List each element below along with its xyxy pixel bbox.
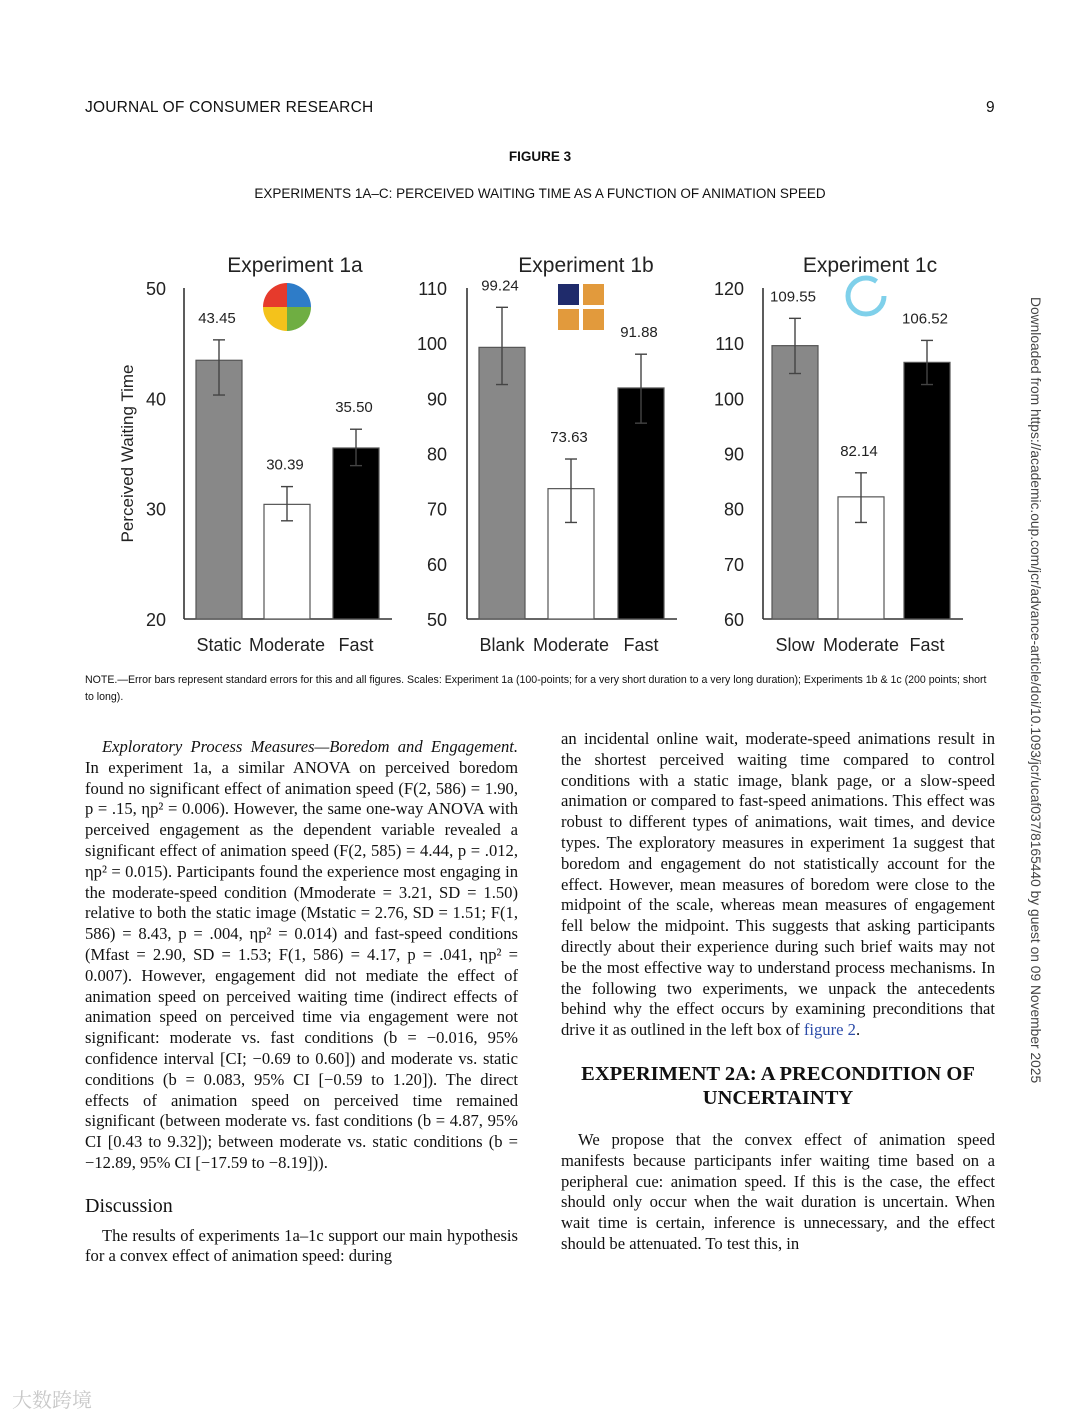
data-label: 82.14 [840, 442, 878, 460]
squares-grid-icon [583, 309, 604, 330]
squares-grid-icon [558, 309, 579, 330]
data-label: 30.39 [266, 456, 304, 474]
y-tick-label: 60 [723, 610, 744, 630]
squares-grid-icon [583, 284, 604, 305]
bar-moderate [264, 504, 310, 619]
download-note: Downloaded from https://academic.oup.com/jcr/advance-article/doi/10.1093/jcr/ucaf037/8165440 by guest on 09 November 2025 [1028, 297, 1043, 1084]
figure-charts [0, 0, 1080, 665]
exploratory-paragraph [85, 737, 518, 1174]
y-tick-label: 100 [416, 334, 447, 355]
figure-note: NOTE.—Error bars represent standard errors for this and all figures. Scales: Experiment 1a (100-points; for a very short duration to a very long duration); Experiments 1b & 1c (200 points; short to long). [85, 674, 987, 703]
bar-fast [904, 362, 950, 619]
journal-name: JOURNAL OF CONSUMER RESEARCH [85, 99, 374, 116]
bar-blank [479, 347, 525, 619]
x-tick-label: Fast [623, 635, 659, 655]
figure-title: EXPERIMENTS 1A–C: PERCEIVED WAITING TIME AS A FUNCTION OF ANIMATION SPEED [254, 186, 826, 201]
y-tick-label: 80 [723, 499, 744, 520]
y-tick-label: 120 [713, 279, 744, 299]
x-tick-label: Moderate [248, 635, 326, 655]
bar-static [196, 360, 242, 619]
y-tick-label: 110 [418, 279, 447, 299]
pie-quadrant-icon [263, 307, 287, 331]
watermark: 大数跨境 [12, 1388, 92, 1412]
y-tick-label: 100 [713, 389, 744, 410]
data-label: 91.88 [620, 324, 658, 342]
sentence-end: . [855, 1020, 861, 1040]
right-column [561, 729, 995, 1255]
y-tick-label: 90 [723, 444, 744, 465]
pie-quadrant-icon [287, 283, 311, 307]
x-tick-label: Fast [338, 635, 374, 655]
data-label: 73.63 [550, 429, 588, 447]
data-label: 43.45 [198, 309, 236, 327]
chart-title: Experiment 1a [227, 254, 363, 277]
data-label: 109.55 [770, 288, 816, 306]
y-axis-label: Perceived Waiting Time [118, 364, 137, 543]
left-column [85, 737, 518, 1267]
bar-fast [333, 448, 379, 619]
experiment-2a-paragraph: We propose that the convex effect of animation speed manifests because participants infer waiting time based on a peripheral cue: animation speed. If this is the case, the effect should only occur when the wait duration is uncertain. When wait time is certain, inference is unnecessary, and the effect should be attenuated. To test this, in [561, 1129, 995, 1253]
discussion-heading: Discussion [85, 1194, 173, 1217]
discussion-continued-paragraph [561, 729, 995, 1041]
y-tick-label: 70 [426, 499, 447, 520]
pie-quadrant-icon [263, 283, 287, 307]
figure-label: FIGURE 3 [508, 149, 572, 164]
x-tick-label: Moderate [822, 635, 900, 655]
chart-title: Experiment 1b [518, 254, 654, 277]
squares-grid-icon [558, 284, 579, 305]
pie-quadrant-icon [287, 307, 311, 331]
data-label: 106.52 [902, 310, 948, 328]
x-tick-label: Slow [775, 635, 815, 655]
bar-slow [772, 346, 818, 619]
y-tick-label: 20 [145, 610, 166, 630]
discussion-paragraph: The results of experiments 1a–1c support our main hypothesis for a convex effect of animation speed: during [85, 1225, 518, 1266]
x-tick-label: Fast [909, 635, 945, 655]
y-tick-label: 50 [145, 279, 166, 299]
experiment-2a-heading: EXPERIMENT 2A: A PRECONDITION OF UNCERTAINTY [581, 1062, 975, 1109]
x-tick-label: Static [196, 635, 242, 655]
x-tick-label: Moderate [532, 635, 610, 655]
y-tick-label: 40 [145, 389, 166, 410]
y-tick-label: 50 [426, 610, 447, 630]
y-tick-label: 80 [426, 444, 447, 465]
loading-ring-icon [848, 278, 884, 314]
discussion-continued-text: an incidental online wait, moderate-speed animations result in the shortest perceived waiting time compared to control conditions with a static image, blank page, or a slow-speed animation or compared to fast-speed animations. This effect was robust to different types of animations, wait times, and device types. The exploratory measures in experiment 1a suggest that boredom and engagement do not statistically account for the effect. However, mean measures of boredom were close to the midpoint of the scale, whereas mean measures of engagement fell below the midpoint. This suggests that asking participants directly about their experience during such brief waits may not be the most effective way to understand process mechanisms. In the following two experiments, we unpack the antecedents behind why the effect occurs by examining preconditions that drive it as outlined in the left box of [561, 729, 995, 1040]
y-tick-label: 90 [426, 389, 447, 410]
exploratory-heading: Exploratory Process Measures—Boredom and Engagement. [102, 737, 518, 756]
x-tick-label: Blank [479, 635, 525, 655]
download-sidebar [1029, 297, 1057, 1127]
y-tick-label: 110 [715, 334, 744, 355]
data-label: 35.50 [335, 399, 373, 417]
y-tick-label: 30 [145, 499, 166, 520]
page-number: 9 [986, 99, 995, 116]
chart-title: Experiment 1c [802, 254, 938, 277]
data-label: 99.24 [481, 277, 519, 295]
exploratory-text: In experiment 1a, a similar ANOVA on perceived boredom found no significant effect of animation speed (F(2, 586) = 1.90, p = .15, ηp² = 0.006). However, the same one-way ANOVA with perceived engagement as the dependent variable revealed a significant effect of animation speed (F(2, 585) = 4.44, p = .012, ηp² = 0.015). Participants found the experience most engaging in the moderate-speed condition (Mmoderate = 3.21, SD = 1.50) relative to both the static image (Mstatic = 2.76, SD = 1.51; F(1, 586) = 8.43, p = .004, ηp² = 0.014) and fast-speed conditions (Mfast = 2.90, SD = 1.53; F(1, 586) = 4.17, p = .041, ηp² = 0.007). However, engagement did not mediate the effect of animation speed on perceived waiting time (indirect effects of animation speed on perceived time via engagement were not significant: moderate vs. fast conditions (b = −0.016, 95% confidence interval [CI; −0.69 to 0.60]) and moderate vs. static conditions (b = 0.083, 95% CI [−0.59 to 1.20]). The direct effects of animation speed on perceived time remained significant (between moderate vs. fast conditions (b = 4.87, 95% CI [0.43 to 9.32]); between moderate vs. static conditions (b = −12.89, 95% CI [−17.59 to −8.19])). [85, 757, 518, 1172]
figure-2-link[interactable]: figure 2 [803, 1020, 856, 1040]
y-tick-label: 60 [426, 554, 447, 575]
y-tick-label: 70 [723, 554, 744, 575]
